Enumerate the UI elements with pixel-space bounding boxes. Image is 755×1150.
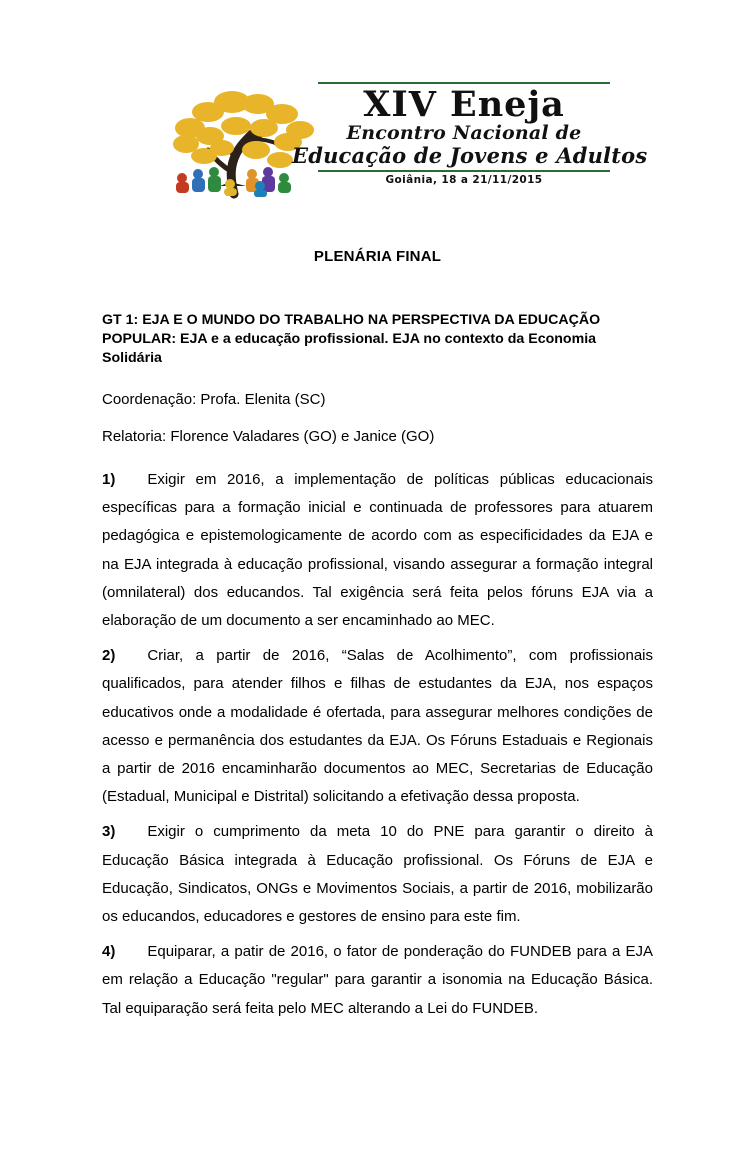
coordination-line: Coordenação: Profa. Elenita (SC) (102, 391, 326, 408)
resolution-item (102, 938, 653, 1023)
resolution-item (102, 466, 653, 635)
resolution-text: Equiparar, a patir de 2016, o fator de ponderação do FUNDEB para a EJA em relação a Educação "regular" para garantir a isonomia na Educação Básica. Tal equiparação será feita pelo MEC alterando a Lei do FUNDEB. (102, 943, 653, 1017)
logo-title: XIV Eneja (363, 84, 565, 125)
reporting-line: Relatoria: Florence Valadares (GO) e Janice (GO) (102, 428, 435, 445)
resolution-number: 1) (102, 471, 116, 488)
resolution-text: Criar, a partir de 2016, “Salas de Acolhimento”, com profissionais qualificados, para atender filhos e filhas de estudantes da EJA, nos espaços educativos onde a modalidade é ofertada, para assegurar melhores condições de acesso e permanência dos estudantes da EJA. Os Fóruns Estaduais e Regionais a partir de 2016 encaminharão documentos ao MEC, Secretarias de Educação (Estadual, Municipal e Distrital) solicitando a efetivação dessa proposta. (102, 647, 653, 806)
document-page (0, 82, 755, 1150)
logo-text-block (292, 82, 648, 187)
resolution-item (102, 818, 653, 931)
logo-subtitle-line2: Educação de Jovens e Adultos (292, 143, 648, 168)
tree-with-people-icon (160, 82, 330, 200)
resolution-text: Exigir em 2016, a implementação de políticas públicas educacionais específicas para a formação inicial e continuada de professores para atuarem pedagógica e epistemologicamente de acordo com as especificidades da EJA e na EJA integrada à educação profissional, visando assegurar a formação integral (omnilateral) dos educandos. Tal exigência será feita pelos fóruns EJA via a elaboração de um documento a ser encaminhado ao MEC. (102, 471, 653, 630)
logo-subtitle-line1: Encontro Nacional de (346, 122, 582, 144)
resolution-item (102, 642, 653, 811)
resolution-text: Exigir o cumprimento da meta 10 do PNE para garantir o direito à Educação Básica integrada à Educação profissional. Os Fóruns de EJA e Educação, Sindicatos, ONGs e Movimentos Sociais, a partir de 2016, mobilizarão os educandos, educadores e gestores de ensino para este fim. (102, 823, 653, 926)
page-title: PLENÁRIA FINAL (313, 248, 442, 265)
event-logo (160, 82, 648, 212)
resolution-number: 3) (102, 823, 116, 841)
logo-date-line: Goiânia, 18 a 21/11/2015 (385, 174, 543, 186)
section-heading: GT 1: EJA E O MUNDO DO TRABALHO NA PERSPECTIVA DA EDUCAÇÃO POPULAR: EJA e a educação profissional. EJA no contexto da Economia Solidária (102, 312, 601, 366)
resolution-number: 2) (102, 647, 116, 665)
resolution-number: 4) (102, 943, 116, 961)
logo-rule-bottom (318, 170, 610, 172)
